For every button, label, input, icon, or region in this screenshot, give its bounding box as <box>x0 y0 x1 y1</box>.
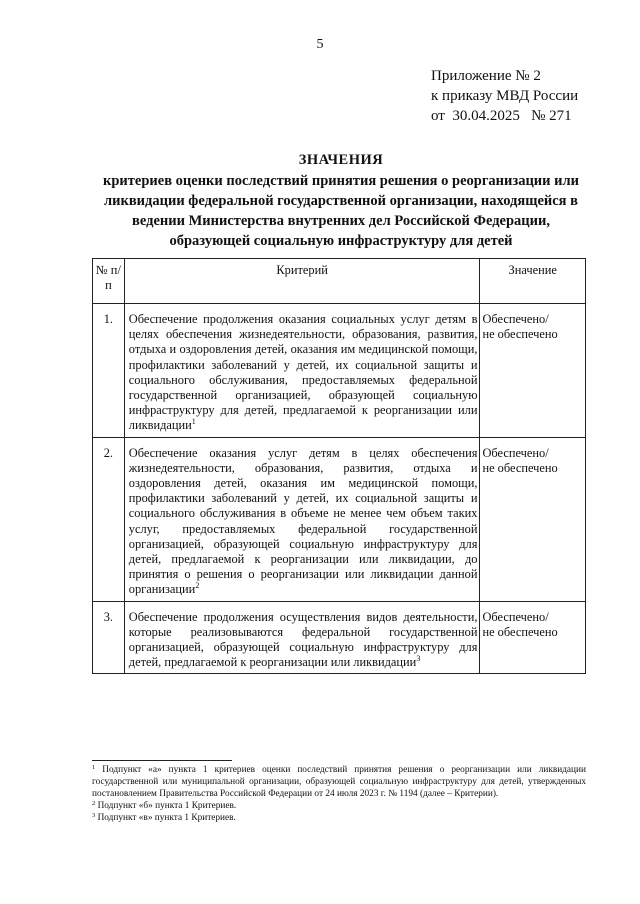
criterion-text: Обеспечение продолжения осуществления видов деятельности, которые реализовываются федеральной государственной организацией, образующей социальную инфраструктуру для детей, предлагаемой к реорганизации или ликвидации <box>128 609 478 670</box>
row-criterion <box>124 601 480 674</box>
table-row <box>93 437 586 601</box>
title-main: ЗНАЧЕНИЯ <box>298 152 384 168</box>
footnote-mark: 2 <box>92 800 96 807</box>
appendix-header <box>431 66 578 126</box>
table-row <box>93 601 586 674</box>
order-date-number: от 30.04.2025 № 271 <box>431 108 572 124</box>
footnote <box>92 800 586 812</box>
criteria-table <box>92 258 586 674</box>
page-number: 5 <box>316 37 324 52</box>
header-number: № п/п <box>93 259 125 304</box>
table-header-row <box>93 259 586 304</box>
row-value: Обеспечено/ не обеспечено <box>480 601 586 674</box>
row-number: 3. <box>93 601 125 674</box>
row-value: Обеспечено/ не обеспечено <box>480 304 586 438</box>
footnote-ref: 2 <box>195 581 200 591</box>
footnotes <box>92 764 586 824</box>
table-row <box>93 304 586 438</box>
criterion-text: Обеспечение продолжения оказания социальных услуг детям в целях обеспечения жизнедеятельности, образования, развития, отдыха и оздоровления детей, оказания им медицинской помощи, профилактики заболеваний у детей, их социальной защиты и социального обслуживания, предоставляемых федеральной государственной организацией, образующей социальную инфраструктуру для детей, предлагаемой к реорганизации или ликвидации <box>128 312 478 433</box>
footnote <box>92 764 586 800</box>
header-criterion: Критерий <box>124 259 480 304</box>
row-number: 2. <box>93 437 125 601</box>
row-value: Обеспечено/ не обеспечено <box>480 437 586 601</box>
footnote-ref: 3 <box>416 654 421 664</box>
order-reference: к приказу МВД России <box>431 88 579 104</box>
footnote-mark: 1 <box>92 764 96 771</box>
document-title <box>100 150 582 251</box>
title-subtitle: критериев оценки последствий принятия решения о реорганизации или ликвидации федеральной государственной организации, находящейся в ведении Министерства внутренних дел Российской Федерации, образующей социальную инфраструктуру для детей <box>103 173 579 249</box>
criterion-text: Обеспечение оказания услуг детям в целях обеспечения жизнедеятельности, образования, развития, отдыха и оздоровления детей, оказания им медицинской помощи, профилактики заболеваний у детей, их социальной защиты и социального обслуживания в объеме не менее чем объем таких услуг, предоставляемых федеральной государственной организацией, образующей социальную инфраструктуру для детей, предлагаемой к реорганизации или ликвидации, до принятия о решения о реорганизации или ликвидации данной организации <box>128 445 478 597</box>
row-criterion <box>124 437 480 601</box>
header-value: Значение <box>480 259 586 304</box>
appendix-line: Приложение № 2 <box>431 68 541 84</box>
footnote-divider <box>92 760 232 761</box>
footnote-text: Подпункт «а» пункта 1 критериев оценки последствий принятия решения о реорганизации или ликвидации государственной или муниципальной организации, образующей социальную инфраструктуру для детей, утвержденных постановлением Правительства Российской Федерации от 24 июля 2023 г. № 1194 (далее – Критерии). <box>92 765 586 799</box>
row-criterion <box>124 304 480 438</box>
footnote-text: Подпункт «в» пункта 1 Критериев. <box>95 813 236 823</box>
footnote-ref: 1 <box>191 417 196 427</box>
row-number: 1. <box>93 304 125 438</box>
footnote <box>92 812 586 824</box>
footnote-mark: 3 <box>92 812 96 819</box>
footnote-text: Подпункт «б» пункта 1 Критериев. <box>95 801 237 811</box>
